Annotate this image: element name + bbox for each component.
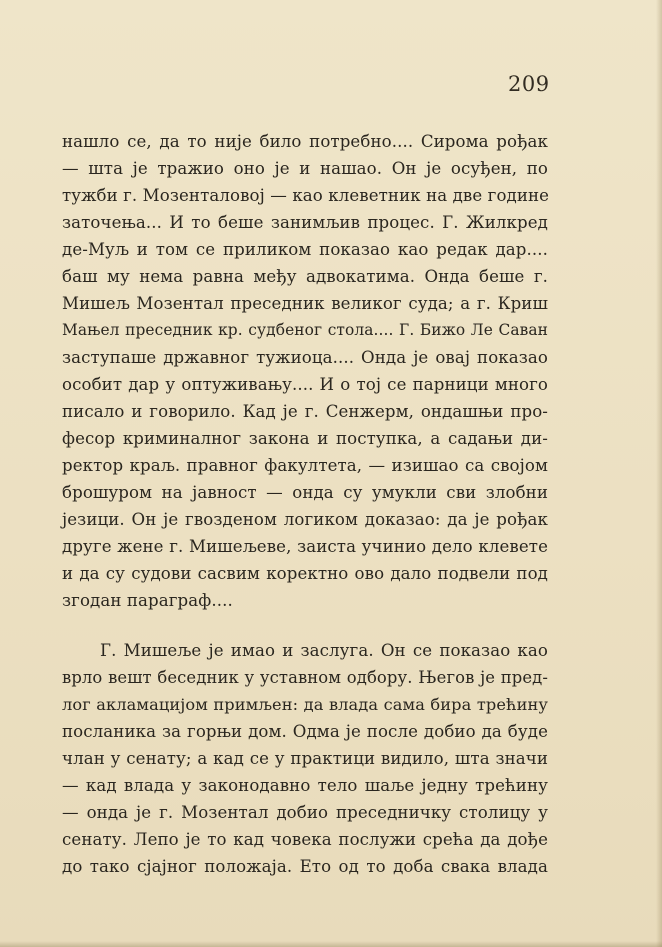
text-line: баш му нема равна међу адвокатима. Онда беше г. bbox=[62, 267, 548, 286]
text-line: тужби г. Мозенталовој — као клеветник на две године bbox=[62, 186, 550, 205]
text-line: језици. Он је гвозденом логиком доказао: да је рођак bbox=[62, 510, 548, 529]
text-line: члан у сенату; а кад се у практици видило, шта значи bbox=[62, 749, 548, 768]
page-bottom-shadow bbox=[0, 941, 662, 947]
text-line: посланика за горњи дом. Одма је после добио да буде bbox=[62, 722, 548, 741]
text-line: — кад влада у законодавно тело шаље једну трећину bbox=[62, 776, 548, 795]
text-line: Мањел преседник кр. судбеног стола.... Г. Бижо Ле Саван bbox=[62, 321, 548, 339]
text-line: згодан параграф.... bbox=[62, 591, 233, 610]
text-line: фесор криминалног закона и поступка, а садањи ди- bbox=[62, 429, 548, 448]
text-line: сенату. Лепо је то кад човека послужи срећа да дође bbox=[62, 830, 548, 849]
text-line: Г. Мишеље је имао и заслуга. Он се показао као bbox=[100, 641, 548, 660]
text-line: врло вешт беседник у уставном одбору. Његов је пред- bbox=[62, 668, 548, 687]
text-line: брошуром на јавност — онда су умукли сви злобни bbox=[62, 483, 548, 502]
text-line: — онда је г. Мозентал добио преседничку столицу у bbox=[62, 803, 548, 822]
text-line: — шта је тражио оно је и нашао. Он је осуђен, по bbox=[62, 159, 548, 178]
text-line: заступаше државног тужиоца.... Онда је овај показао bbox=[62, 348, 548, 367]
text-line: писало и говорило. Кад је г. Сенжерм, ондашњи про- bbox=[62, 402, 548, 421]
text-line: до тако сјајног положаја. Ето од то доба свака влада bbox=[62, 857, 548, 876]
page-number: 209 bbox=[508, 72, 550, 96]
text-line: заточења... И то беше занимљив процес. Г. Жилкред bbox=[62, 213, 548, 232]
text-line: лог акламацијом примљен: да влада сама бира трећину bbox=[62, 695, 548, 714]
text-line: особит дар у оптуживању.... И о тој се парници много bbox=[62, 375, 548, 394]
text-line: де-Муљ и том се приликом показао као редак дар.... bbox=[62, 240, 548, 259]
text-line: и да су судови сасвим коректно ово дало подвели под bbox=[62, 564, 548, 583]
page-edge-shadow bbox=[656, 0, 662, 947]
text-line: друге жене г. Мишељеве, заиста учинио дело клевете bbox=[62, 537, 548, 556]
text-line: Мишељ Мозентал преседник великог суда; а г. Криш bbox=[62, 294, 548, 313]
text-line: ректор краљ. правног факултета, — изишао са својом bbox=[62, 456, 548, 475]
text-line: нашло се, да то није било потребно.... Сирома рођак bbox=[62, 132, 548, 151]
